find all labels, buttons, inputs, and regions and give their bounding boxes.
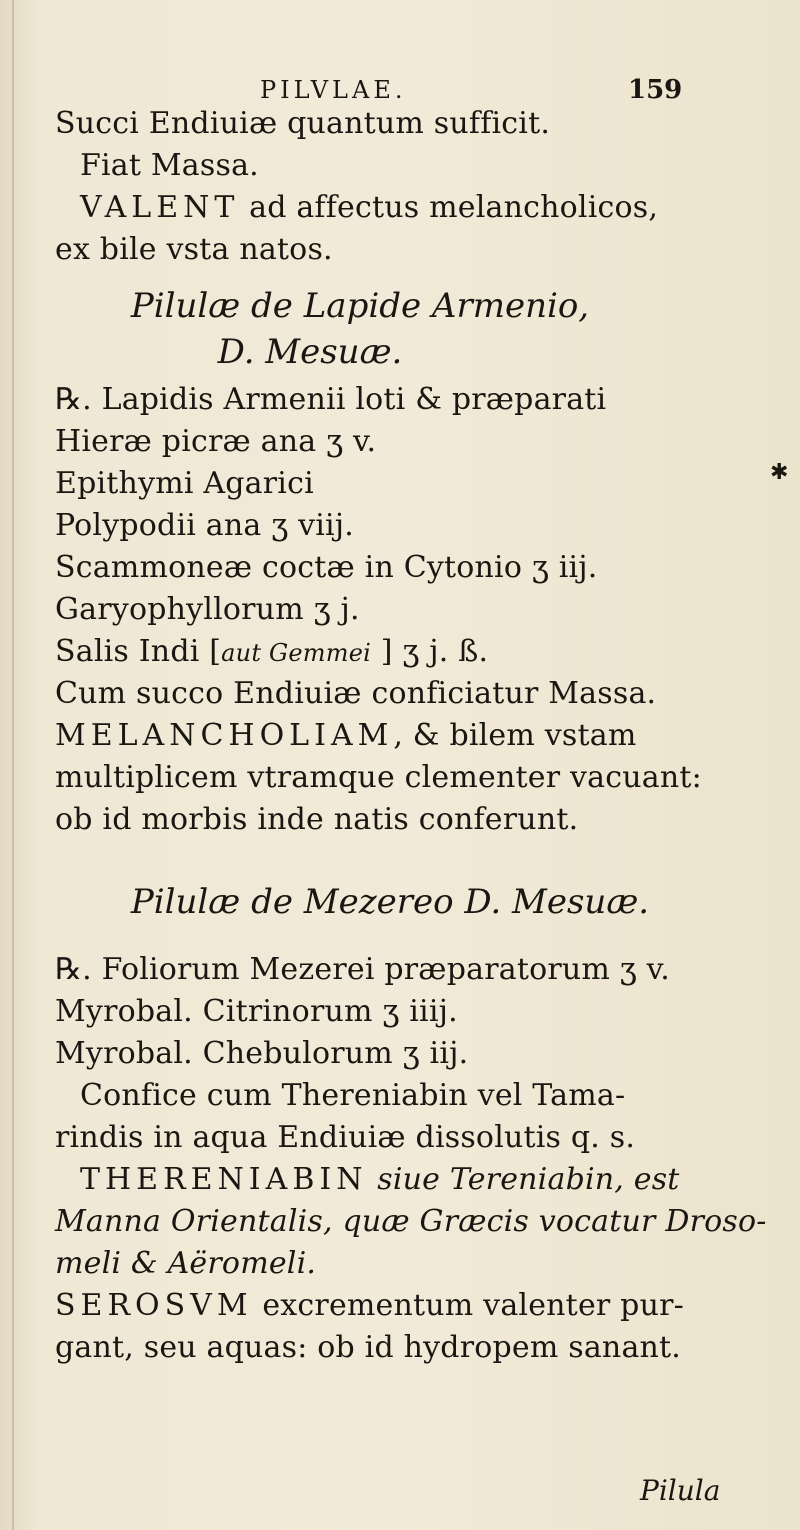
text-line: Manna Orientalis, quæ Græcis vocatur Droso-	[55, 1204, 767, 1239]
text-line: ex bile vsta natos.	[55, 232, 333, 267]
text-line: ℞. Lapidis Armenii loti & præparati	[55, 382, 607, 417]
small-caps-word: THERENIABIN	[80, 1162, 368, 1197]
text-span: excrementum valenter pur-	[262, 1288, 684, 1323]
gutter-shadow	[12, 0, 14, 1530]
text-line: Confice cum Thereniabin vel Tama-	[80, 1078, 626, 1113]
text-line: Succi Endiuiæ quantum sufficit.	[55, 106, 551, 141]
text-line: Polypodii ana ʒ viij.	[55, 508, 355, 543]
text-line: Garyophyllorum ʒ j.	[55, 592, 360, 627]
text-span: ad affectus melancholicos,	[249, 190, 659, 225]
text-span: ] ʒ j. ß.	[370, 634, 489, 669]
text-line: rindis in aqua Endiuiæ dissolutis q. s.	[55, 1120, 636, 1155]
text-line: Myrobal. Citrinorum ʒ iiij.	[55, 994, 458, 1029]
text-line: Hieræ picræ ana ʒ v.	[55, 424, 377, 459]
text-line	[55, 716, 637, 756]
text-span: , & bilem vstam	[393, 718, 637, 753]
text-line	[80, 1160, 680, 1200]
text-line	[55, 632, 488, 673]
text-line: Cum succo Endiuiæ conficiatur Massa.	[55, 676, 657, 711]
text-line: multiplicem vtramque clementer vacuant:	[55, 760, 702, 795]
text-span: Salis Indi [	[55, 634, 222, 669]
text-line: Fiat Massa.	[80, 148, 259, 183]
italic-span: siue Tereniabin, est	[377, 1162, 680, 1197]
small-caps-word: SEROSVM	[55, 1288, 253, 1323]
text-line: meli & Aëromeli.	[55, 1246, 317, 1281]
italic-span: aut Gemmei	[221, 639, 371, 667]
page-number: 159	[628, 75, 683, 105]
text-line: ob id morbis inde natis conferunt.	[55, 802, 579, 837]
margin-mark: ✱	[770, 460, 789, 485]
text-line	[80, 188, 658, 228]
recipe-heading: Pilulæ de Lapide Armenio,	[130, 286, 590, 326]
text-line: Epithymi Agarici	[55, 466, 314, 501]
catchword: Pilula	[640, 1474, 721, 1507]
text-line	[55, 1286, 684, 1326]
text-line: gant, seu aquas: ob id hydropem sanant.	[55, 1330, 682, 1365]
text-line: Myrobal. Chebulorum ʒ iij.	[55, 1036, 469, 1071]
text-line: ℞. Foliorum Mezerei præparatorum ʒ v.	[55, 952, 670, 987]
recipe-heading-author: D. Mesuæ.	[217, 332, 403, 372]
small-caps-word: VALENT	[80, 190, 240, 225]
text-line: Scammoneæ coctæ in Cytonio ʒ iij.	[55, 550, 598, 585]
small-caps-word: MELANCHOLIAM	[55, 718, 394, 753]
running-title: PILVLAE.	[260, 76, 407, 104]
recipe-heading: Pilulæ de Mezereo D. Mesuæ.	[130, 882, 650, 922]
